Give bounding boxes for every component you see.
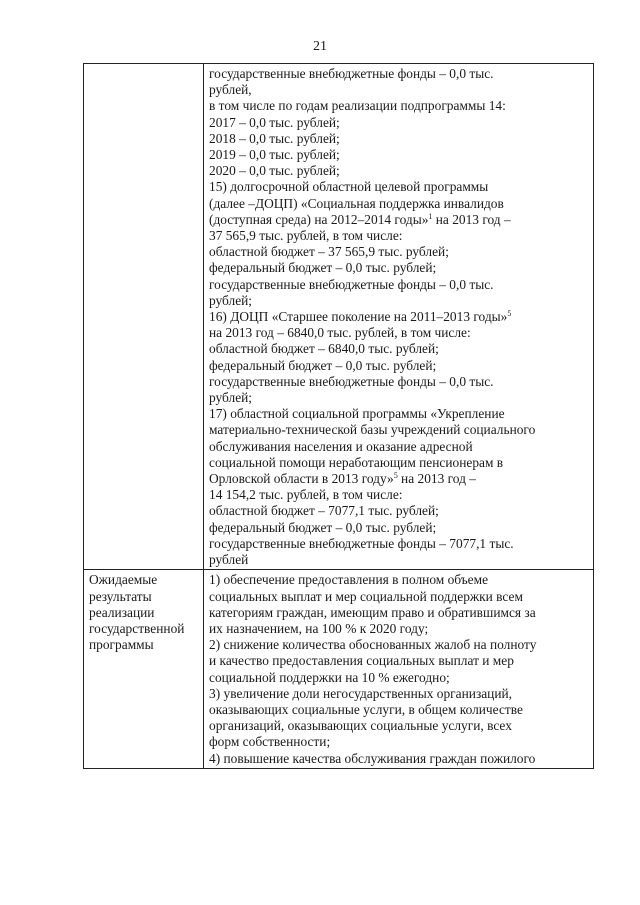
text-line: 2020 – 0,0 тыс. рублей; — [209, 163, 340, 179]
text-line: областной бюджет – 7077,1 тыс. рублей; — [209, 503, 439, 519]
text-line: федеральный бюджет – 0,0 тыс. рублей; — [209, 357, 437, 373]
text-line: 4) повышение качества обслуживания граждан пожилого — [209, 750, 536, 766]
text-fragment: на 2013 год – — [432, 211, 511, 227]
text-line: 14 154,2 тыс. рублей, в том числе: — [209, 487, 403, 503]
label-line: государственной — [89, 620, 185, 636]
text-fragment: Орловской области в 2013 году» — [209, 471, 394, 487]
text-line: в том числе по годам реализации подпрограммы 14: — [209, 98, 506, 114]
row-label-empty — [84, 64, 204, 570]
text-line: их назначением, на 100 % к 2020 году; — [209, 620, 429, 636]
text-fragment: 16) ДОЦП «Старшее поколение на 2011–2013 годы» — [209, 309, 508, 325]
footnote-marker: 1 — [428, 211, 433, 221]
label-line: Ожидаемые — [89, 572, 158, 588]
text-line: 2017 – 0,0 тыс. рублей; — [209, 114, 340, 130]
financing-text-cell — [204, 64, 594, 570]
text-line: 2) снижение количества обоснованных жалоб на полноту — [209, 637, 537, 653]
label-line: реализации — [89, 604, 155, 620]
text-line: организаций, оказывающих социальные услуги, всех — [209, 718, 512, 734]
text-line: 2019 – 0,0 тыс. рублей; — [209, 147, 340, 163]
expected-results-text-cell — [204, 570, 594, 768]
page-number: 21 — [313, 39, 327, 54]
text-line: государственные внебюджетные фонды – 0,0 тыс. — [209, 373, 494, 389]
text-line: рублей; — [209, 390, 253, 406]
label-line: программы — [89, 637, 154, 653]
table-row-expected-results — [84, 570, 594, 768]
text-line: обслуживания населения и оказание адресной — [209, 438, 473, 454]
text-line: рублей — [209, 552, 249, 568]
text-line: (далее –ДОЦП) «Социальная поддержка инвалидов — [209, 195, 504, 211]
row-label-expected-results — [84, 570, 204, 768]
text-line: областной бюджет – 6840,0 тыс. рублей; — [209, 341, 439, 357]
text-line: рублей, — [209, 82, 252, 98]
text-line: и качество предоставления социальных выплат и мер — [209, 653, 514, 669]
label-line: результаты — [89, 588, 152, 604]
text-line: 15) долгосрочной областной целевой программы — [209, 179, 489, 195]
footnote-marker: 5 — [393, 471, 398, 481]
text-line: на 2013 год – 6840,0 тыс. рублей, в том числе: — [209, 325, 471, 341]
table-row-financing — [84, 64, 594, 570]
text-line: социальной помощи неработающим пенсионерам в — [209, 454, 504, 470]
text-line: 37 565,9 тыс. рублей, в том числе: — [209, 228, 403, 244]
text-line: рублей; — [209, 292, 253, 308]
text-line: государственные внебюджетные фонды – 0,0 тыс. — [209, 66, 494, 81]
text-line-with-footnote — [209, 471, 589, 487]
text-line-with-footnote — [209, 212, 589, 228]
text-line: государственные внебюджетные фонды – 7077,1 тыс. — [209, 535, 514, 551]
text-line: федеральный бюджет – 0,0 тыс. рублей; — [209, 260, 437, 276]
text-line: 17) областной социальной программы «Укрепление — [209, 406, 505, 422]
text-line: федеральный бюджет – 0,0 тыс. рублей; — [209, 519, 437, 535]
text-line: категориям граждан, имеющим право и обратившимся за — [209, 604, 536, 620]
program-passport-table — [83, 63, 594, 769]
text-line: 1) обеспечение предоставления в полном объеме — [209, 572, 489, 588]
text-line: областной бюджет – 37 565,9 тыс. рублей; — [209, 244, 449, 260]
text-line: оказывающих социальные услуги, в общем количестве — [209, 701, 523, 717]
footnote-marker: 5 — [507, 309, 512, 319]
text-line: социальных выплат и мер социальной поддержки всем — [209, 588, 523, 604]
text-line: государственные внебюджетные фонды – 0,0 тыс. — [209, 276, 494, 292]
text-line: 3) увеличение доли негосударственных организаций, — [209, 685, 513, 701]
text-line-with-footnote — [209, 309, 589, 325]
text-line: 2018 – 0,0 тыс. рублей; — [209, 130, 340, 146]
text-line: материально-технической базы учреждений социального — [209, 422, 536, 438]
text-fragment: на 2013 год – — [397, 471, 476, 487]
text-fragment: (доступная среда) на 2012–2014 годы» — [209, 211, 429, 227]
text-line: социальной поддержки на 10 % ежегодно; — [209, 669, 450, 685]
text-line: форм собственности; — [209, 734, 331, 750]
